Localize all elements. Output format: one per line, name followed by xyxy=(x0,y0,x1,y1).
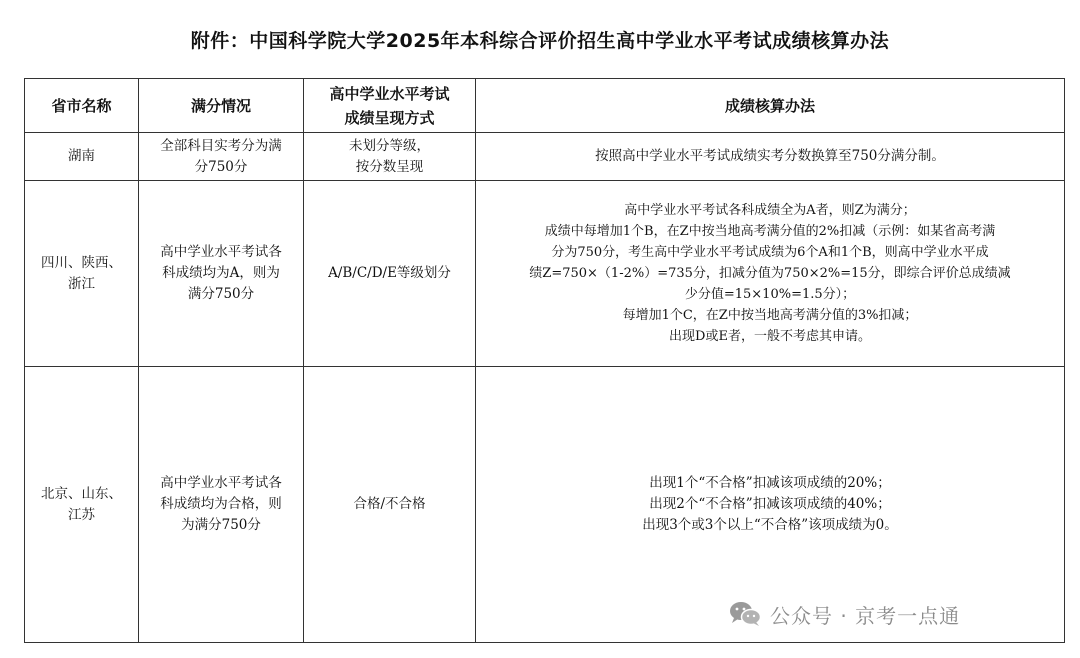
cell-line: 每增加1个C，在Z中按当地高考满分值的3%扣减； xyxy=(622,308,918,323)
cell-line: 出现2个“不合格”扣减该项成绩的40%； xyxy=(649,496,891,512)
cell-line: 高中学业水平考试各科成绩全为A者，则Z为满分； xyxy=(624,203,916,218)
cell-province xyxy=(25,181,139,367)
cell-line: 未划分等级， xyxy=(349,137,430,154)
cell-line: 高中学业水平考试各 xyxy=(160,244,282,260)
cell-method xyxy=(476,133,1065,181)
table-row xyxy=(25,133,1065,181)
cell-presentation xyxy=(304,367,476,643)
cell-line: 浙江 xyxy=(68,275,95,292)
cell-line: 四川、陕西、 xyxy=(41,254,122,271)
header-method: 成绩核算办法 xyxy=(476,79,1065,133)
cell-line: 科成绩均为合格，则 xyxy=(160,496,282,512)
document-title: 附件：中国科学院大学2025年本科综合评价招生高中学业水平考试成绩核算办法 xyxy=(190,30,890,52)
cell-line: 成绩中每增加1个B，在Z中按当地高考满分值的2%扣减（示例：如某省高考满 xyxy=(544,224,996,239)
cell-line: 出现D或E者，一般不考虑其申请。 xyxy=(669,329,871,344)
cell-line: 为满分750分 xyxy=(181,517,261,533)
cell-presentation xyxy=(304,133,476,181)
cell-line: 出现1个“不合格”扣减该项成绩的20%； xyxy=(649,475,891,491)
cell-line: 合格/不合格 xyxy=(353,496,426,512)
header-presentation xyxy=(304,79,476,133)
wechat-watermark xyxy=(728,598,960,630)
header-presentation-line: 成绩呈现方式 xyxy=(344,108,435,127)
header-presentation-line: 高中学业水平考试 xyxy=(329,84,450,103)
table-row xyxy=(25,181,1065,367)
cell-line: 分为750分，考生高中学业水平考试成绩为6个A和1个B，则高中学业水平成 xyxy=(551,245,989,260)
cell-full-score xyxy=(139,181,304,367)
cell-line: 出现3个或3个以上“不合格”该项成绩为0。 xyxy=(642,517,898,533)
cell-method xyxy=(476,181,1065,367)
cell-line: 北京、山东、 xyxy=(41,485,122,502)
header-province: 省市名称 xyxy=(25,79,139,133)
wechat-icon xyxy=(728,600,762,628)
cell-full-score xyxy=(139,133,304,181)
cell-line: 科成绩均为A，则为 xyxy=(162,265,280,281)
cell-line: 湖南 xyxy=(68,148,95,164)
cell-province xyxy=(25,133,139,181)
cell-line: 高中学业水平考试各 xyxy=(160,475,282,491)
watermark-text: 公众号 · 京考一点通 xyxy=(770,603,961,628)
score-calculation-table xyxy=(24,78,1065,643)
cell-line: 全部科目实考分为满 xyxy=(160,137,282,154)
cell-line: 满分750分 xyxy=(187,286,255,302)
cell-line: 按照高中学业水平考试成绩实考分数换算至750分满分制。 xyxy=(595,148,945,164)
table-header-row xyxy=(25,79,1065,133)
cell-line: 江苏 xyxy=(68,506,95,523)
header-full-score: 满分情况 xyxy=(139,79,304,133)
cell-line: 分750分 xyxy=(194,158,248,175)
cell-full-score xyxy=(139,367,304,643)
cell-presentation xyxy=(304,181,476,367)
cell-line: 绩Z=750×（1-2%）=735分，扣减分值为750×2%=15分，即综合评价总成绩减 xyxy=(529,266,1011,281)
cell-line: 少分值=15×10%=1.5分）； xyxy=(684,287,856,302)
cell-province xyxy=(25,367,139,643)
cell-line: A/B/C/D/E等级划分 xyxy=(328,265,451,281)
cell-line: 按分数呈现 xyxy=(355,158,424,175)
